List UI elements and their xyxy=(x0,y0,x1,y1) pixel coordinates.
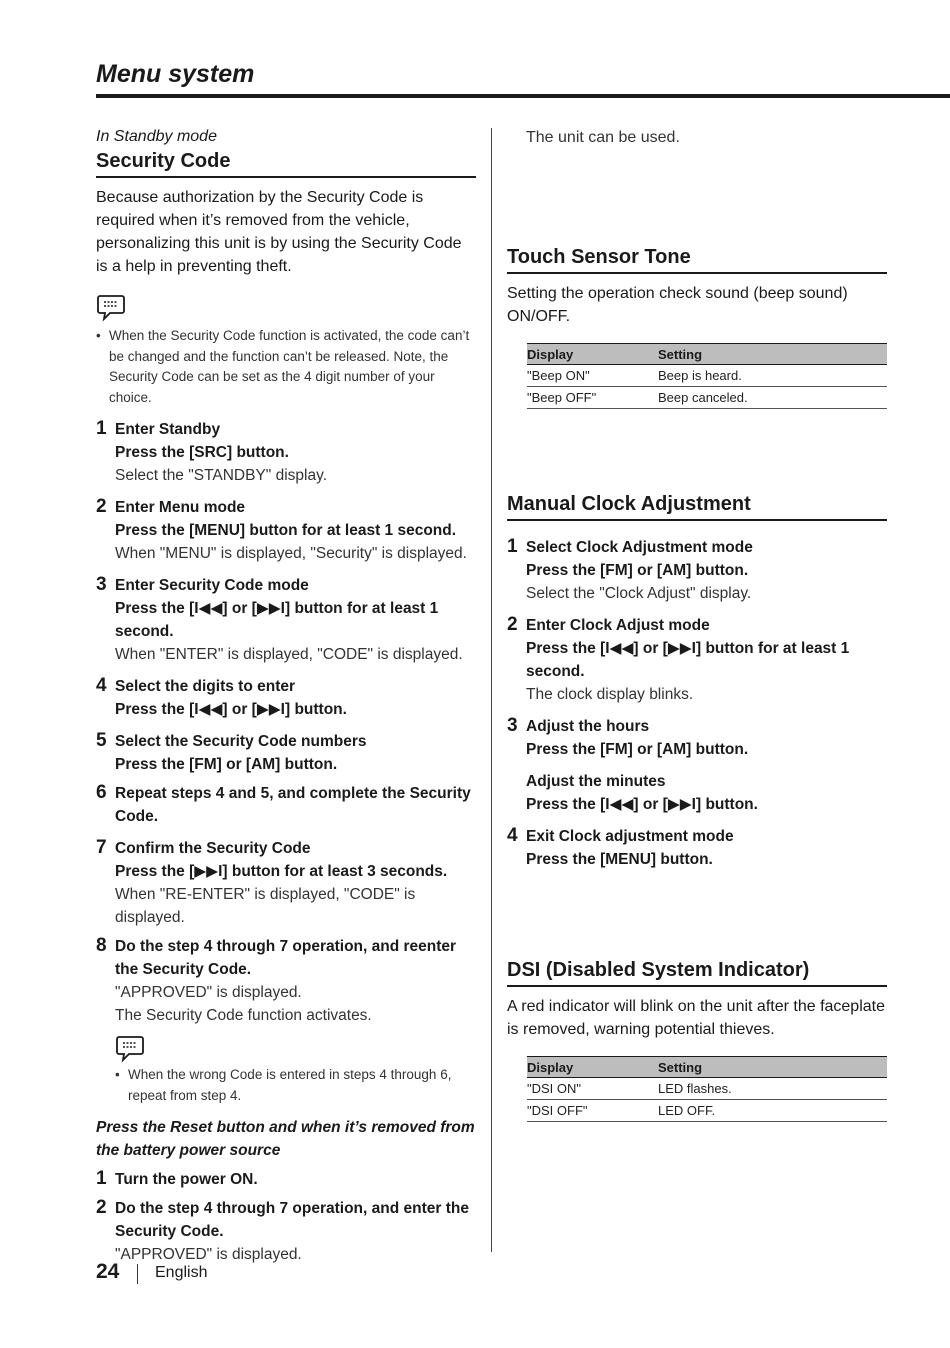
step-title: Exit Clock adjustment mode xyxy=(526,828,734,845)
header-rule xyxy=(96,94,950,98)
step-result: When "ENTER" is displayed, "CODE" is displayed. xyxy=(115,646,463,663)
note-icon xyxy=(96,292,128,322)
note-icon xyxy=(115,1033,147,1063)
clock-step-4 xyxy=(507,825,887,871)
table-row xyxy=(527,1078,887,1100)
footer-separator xyxy=(137,1264,138,1284)
step-result: "APPROVED" is displayed. xyxy=(115,984,302,1001)
dsi-heading: DSI (Disabled System Indicator) xyxy=(507,957,887,987)
table-header-row xyxy=(527,344,887,365)
column-divider xyxy=(491,128,492,1252)
right-column xyxy=(507,126,887,1122)
reset-heading: Press the Reset button and when it’s removed from the battery power source xyxy=(96,1119,475,1159)
step-5 xyxy=(96,730,476,776)
step-number: 2 xyxy=(96,496,107,517)
step-action: Press the [FM] or [AM] button. xyxy=(526,562,749,579)
step-result: When "RE-ENTER" is displayed, "CODE" is displayed. xyxy=(115,886,416,926)
touch-sensor-table xyxy=(527,343,887,409)
dsi-desc: A red indicator will blink on the unit after the faceplate is removed, warning potential thieves. xyxy=(507,998,885,1038)
left-column xyxy=(96,126,476,1266)
step-number: 4 xyxy=(507,825,518,846)
table-cell: LED flashes. xyxy=(658,1078,887,1100)
table-cell: "DSI OFF" xyxy=(527,1100,658,1122)
manual-clock-heading: Manual Clock Adjustment xyxy=(507,491,887,521)
table-cell: "Beep OFF" xyxy=(527,387,658,409)
step-action: Press the [FM] or [AM] button. xyxy=(526,741,749,758)
step-title: Enter Clock Adjust mode xyxy=(526,617,710,634)
continued-text: The unit can be used. xyxy=(526,129,680,146)
step-8 xyxy=(96,935,476,1106)
step-number: 8 xyxy=(96,935,107,956)
page-title: Menu system xyxy=(96,60,255,88)
step-title: Do the step 4 through 7 operation, and enter the Security Code. xyxy=(115,1200,469,1240)
step-title: Confirm the Security Code xyxy=(115,840,311,857)
step-title: Do the step 4 through 7 operation, and reenter the Security Code. xyxy=(115,938,457,978)
table-row xyxy=(527,365,887,387)
step-number: 4 xyxy=(96,675,107,696)
step-title: Select the Security Code numbers xyxy=(115,733,367,750)
step-number: 1 xyxy=(96,1168,107,1189)
page-number: 24 xyxy=(96,1260,120,1283)
step-number: 6 xyxy=(96,782,107,803)
table-cell: Beep canceled. xyxy=(658,387,887,409)
step-action: Press the [I◀◀] or [▶▶I] button for at least 1 second. xyxy=(115,600,439,640)
step-title: Enter Menu mode xyxy=(115,499,246,516)
table-cell: "Beep ON" xyxy=(527,365,658,387)
clock-step-1 xyxy=(507,536,887,605)
table-header-display: Display xyxy=(527,1057,658,1078)
step-1 xyxy=(96,418,476,487)
step-title: Adjust the minutes xyxy=(526,773,666,790)
touch-sensor-tone-desc: Setting the operation check sound (beep sound) ON/OFF. xyxy=(507,285,848,325)
step-title: Adjust the hours xyxy=(526,718,650,735)
table-row xyxy=(527,1100,887,1122)
step-action: Press the [MENU] button for at least 1 second. xyxy=(115,522,457,539)
table-header-setting: Setting xyxy=(658,344,887,365)
step-title: Select the digits to enter xyxy=(115,678,296,695)
footer-language: English xyxy=(155,1264,208,1281)
step-number: 1 xyxy=(96,418,107,439)
security-code-intro: Because authorization by the Security Code is required when it’s removed from the vehicle, personalizing this unit is by using the Security Code is a help in preventing theft. xyxy=(96,189,462,275)
step-action: Press the [I◀◀] or [▶▶I] button. xyxy=(115,701,347,718)
step-number: 5 xyxy=(96,730,107,751)
step-3 xyxy=(96,574,476,666)
step-result: Select the "STANDBY" display. xyxy=(115,467,328,484)
step-action: Press the [SRC] button. xyxy=(115,444,289,461)
step-number: 2 xyxy=(507,614,518,635)
table-header-setting: Setting xyxy=(658,1057,887,1078)
mode-label: In Standby mode xyxy=(96,128,217,145)
step-result: Select the "Clock Adjust" display. xyxy=(526,585,752,602)
step-title: Turn the power ON. xyxy=(115,1171,258,1188)
step-title: Select Clock Adjustment mode xyxy=(526,539,753,556)
step-action: Press the [MENU] button. xyxy=(526,851,713,868)
step-7 xyxy=(96,837,476,929)
dsi-table xyxy=(527,1056,887,1122)
step-number: 2 xyxy=(96,1197,107,1218)
step-2 xyxy=(96,496,476,565)
step-title: Repeat steps 4 and 5, and complete the Security Code. xyxy=(115,785,471,825)
step-action: Press the [I◀◀] or [▶▶I] button for at least 1 second. xyxy=(526,640,850,680)
step-action: Press the [▶▶I] button for at least 3 seconds. xyxy=(115,863,448,880)
table-cell: Beep is heard. xyxy=(658,365,887,387)
step-result: The Security Code function activates. xyxy=(115,1007,372,1024)
table-cell: "DSI ON" xyxy=(527,1078,658,1100)
reset-step-2 xyxy=(96,1197,476,1266)
step-action: Press the [I◀◀] or [▶▶I] button. xyxy=(526,796,758,813)
step-4 xyxy=(96,675,476,721)
step-result: "APPROVED" is displayed. xyxy=(115,1246,302,1263)
step-number: 7 xyxy=(96,837,107,858)
step-number: 3 xyxy=(96,574,107,595)
step-number: 3 xyxy=(507,715,518,736)
security-note: • When the Security Code function is activated, the code can’t be changed and the function can’t be released. Note, the Security Code can be set as the 4 digit number of your choice. xyxy=(96,326,476,408)
table-cell: LED OFF. xyxy=(658,1100,887,1122)
clock-step-2 xyxy=(507,614,887,706)
wrong-code-note: • When the wrong Code is entered in steps 4 through 6, repeat from step 4. xyxy=(115,1065,476,1106)
table-row xyxy=(527,387,887,409)
step-title: Enter Standby xyxy=(115,421,221,438)
step-title: Enter Security Code mode xyxy=(115,577,309,594)
table-header-display: Display xyxy=(527,344,658,365)
step-number: 1 xyxy=(507,536,518,557)
reset-step-1 xyxy=(96,1168,476,1191)
step-action: Press the [FM] or [AM] button. xyxy=(115,756,338,773)
step-result: The clock display blinks. xyxy=(526,686,694,703)
table-header-row xyxy=(527,1057,887,1078)
step-6 xyxy=(96,782,476,828)
clock-step-3 xyxy=(507,715,887,816)
touch-sensor-tone-heading: Touch Sensor Tone xyxy=(507,244,887,274)
step-result: When "MENU" is displayed, "Security" is displayed. xyxy=(115,545,467,562)
security-code-heading: Security Code xyxy=(96,148,476,178)
